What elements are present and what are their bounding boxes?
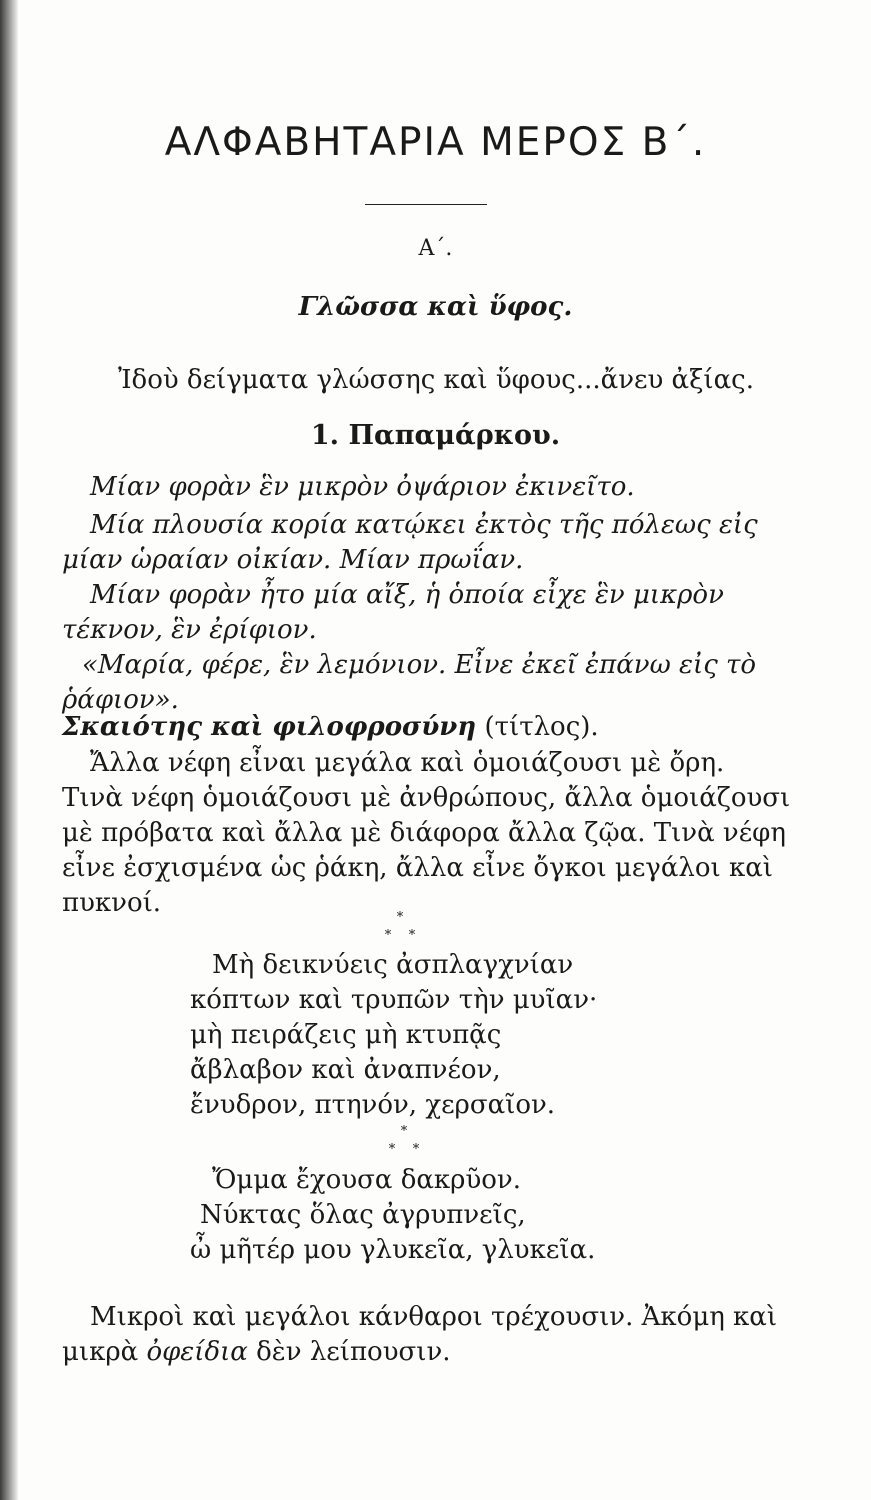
para5-line4: εἶνε ἐσχισμένα ὡς ῥάκη, ἄλλα εἶνε ὄγκοι μεγάλοι καὶ bbox=[62, 853, 773, 883]
asterism1-top: * bbox=[396, 910, 404, 925]
poem2-line2: Νύκτας ὅλας ἀγρυπνεῖς, bbox=[200, 1200, 526, 1230]
poem2-line1: Ὄμμα ἔχουσα δακρῦον. bbox=[212, 1165, 521, 1195]
section-number: Α΄. bbox=[418, 236, 453, 261]
para6-line2-italic: ὀφείδια bbox=[146, 1337, 248, 1367]
page-edge-shadow bbox=[0, 0, 18, 1500]
para5-heading: Σκαιότης καὶ φιλοφροσύνη bbox=[62, 712, 477, 742]
para5-heading-line bbox=[62, 712, 599, 742]
para2-line2: μίαν ὡραίαν οἰκίαν. Μίαν πρωΐαν. bbox=[62, 545, 524, 575]
para5-line1: Ἄλλα νέφη εἶναι μεγάλα καὶ ὁμοιάζουσι μὲ ὄρη. bbox=[90, 748, 725, 778]
para5-heading-note: (τίτλος). bbox=[484, 712, 599, 742]
subheading: 1. Παπαμάρκου. bbox=[310, 420, 561, 451]
poem1-line1: Μὴ δεικνύεις ἀσπλαγχνίαν bbox=[212, 950, 574, 980]
para3-line1: Μίαν φορὰν ἦτο μία αἴξ, ἡ ὁποία εἶχε ἓν μικρὸν bbox=[90, 580, 724, 610]
poem1-line3: μὴ πειράζεις μὴ κτυπᾷς bbox=[190, 1020, 502, 1050]
poem1-line4: ἄβλαβον καὶ ἀναπνέον, bbox=[190, 1055, 501, 1085]
title-divider bbox=[365, 204, 487, 205]
intro-line: Ἰδοὺ δείγματα γλώσσης καὶ ὕφους...ἄνευ ἀξίας. bbox=[118, 365, 755, 395]
poem1-line5: ἔνυδρον, πτηνόν, χερσαῖον. bbox=[190, 1090, 556, 1120]
para6-line2-start: μικρὰ bbox=[62, 1337, 147, 1367]
asterism1-right: * bbox=[408, 928, 416, 943]
poem2-line3: ὦ μῆτέρ μου γλυκεῖα, γλυκεῖα. bbox=[190, 1235, 596, 1265]
para6-line2-end: δὲν λείπουσιν. bbox=[247, 1337, 451, 1367]
para1-line1: Μίαν φορὰν ἓν μικρὸν ὀψάριον ἐκινεῖτο. bbox=[90, 472, 635, 502]
asterism1-left: * bbox=[384, 928, 392, 943]
para4-line1: «Μαρία, φέρε, ἓν λεμόνιον. Εἶνε ἐκεῖ ἐπάνω εἰς τὸ bbox=[82, 650, 757, 680]
page-title: ΑΛΦΑΒΗΤΑΡΙΑ ΜΕΡΟΣ Β΄. bbox=[164, 120, 707, 165]
para5-line5: πυκνοί. bbox=[62, 888, 162, 918]
asterism2-top: * bbox=[400, 1124, 408, 1139]
para3-line2: τέκνον, ἓν ἐρίφιον. bbox=[62, 615, 317, 645]
para5-line3: μὲ πρόβατα καὶ ἄλλα μὲ διάφορα ἄλλα ζῷα. Τινὰ νέφη bbox=[62, 818, 786, 848]
asterism2-right: * bbox=[412, 1142, 420, 1157]
poem1-line2: κόπτων καὶ τρυπῶν τὴν μυῖαν· bbox=[190, 985, 598, 1015]
para2-line1: Μία πλουσία κορία κατῴκει ἐκτὸς τῆς πόλεως εἰς bbox=[90, 510, 758, 540]
para5-line2: Τινὰ νέφη ὁμοιάζουσι μὲ ἀνθρώπους, ἄλλα ὁμοιάζουσι bbox=[62, 783, 791, 813]
para6-line2 bbox=[62, 1337, 451, 1367]
para6-line1: Μικροὶ καὶ μεγάλοι κάνθαροι τρέχουσιν. Ἀκόμη καὶ bbox=[90, 1302, 778, 1332]
section-title: Γλῶσσα καὶ ὕφος. bbox=[298, 292, 573, 322]
asterism2-left: * bbox=[388, 1142, 396, 1157]
para4-line2: ῥάφιον». bbox=[62, 685, 179, 715]
